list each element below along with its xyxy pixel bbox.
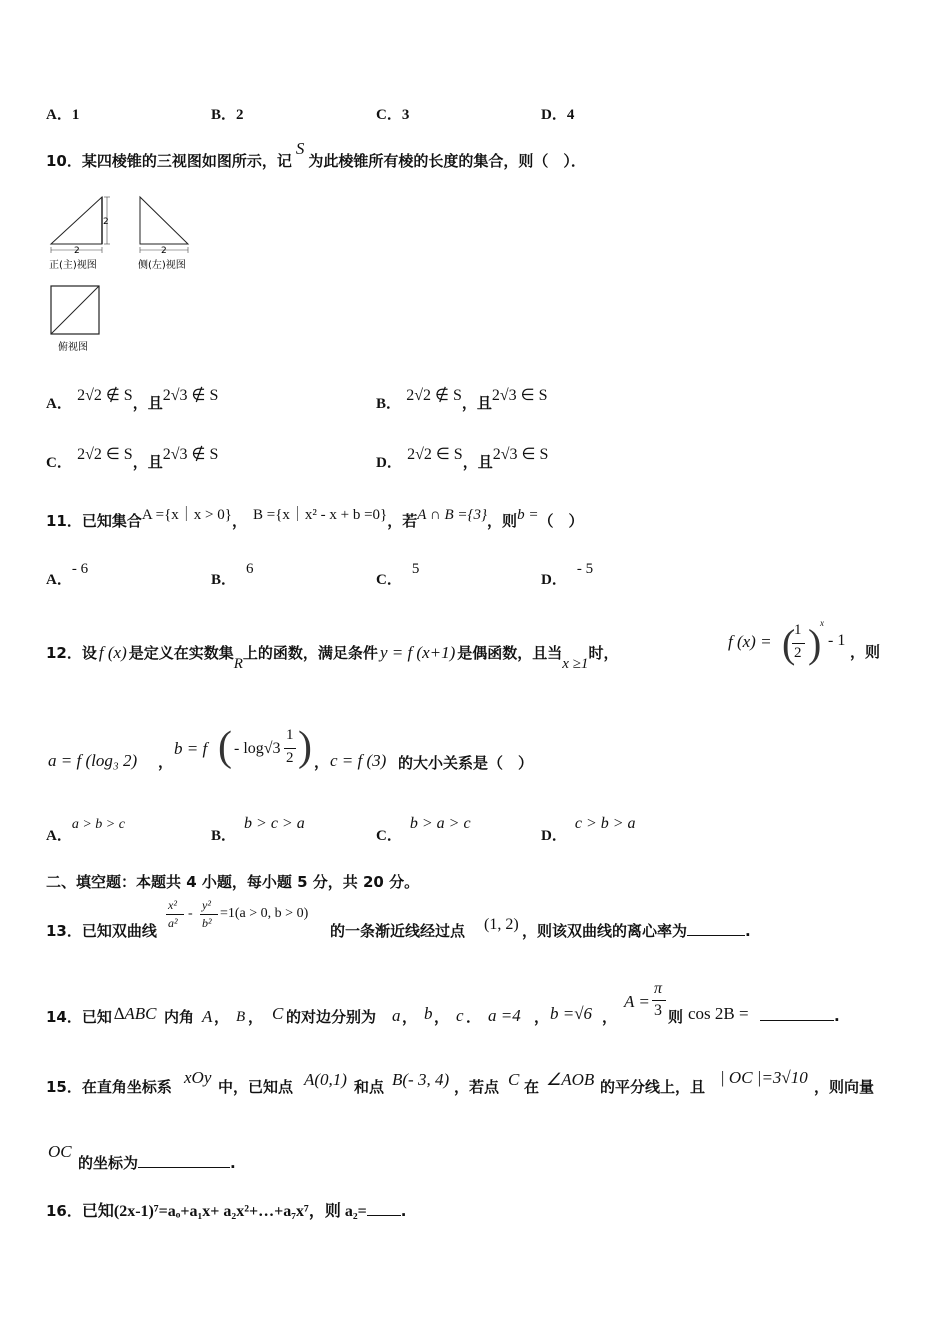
front-view-label: 正(主)视图 [49,260,97,271]
side-width-dim: 2 [161,246,167,256]
q13-answer-blank[interactable] [687,921,745,936]
q9-option-a: A．1 [46,107,80,123]
front-height-dim: 2 [103,217,109,227]
q11-option-d: D．- 5 [541,561,594,588]
side-view-label: 侧(左)视图 [138,260,186,271]
q11-option-a: A．- 6 [46,561,89,588]
q11-option-b: B．6 [211,561,254,588]
q11-stem: 11．已知集合A ={x｜x > 0}， B ={x｜x² - x + b =0}，若A ∩ B ={3}，则b =（ ） [46,507,584,530]
q14-stem: 14．已知 ∆ABC 内角 A ， B ， C 的对边分别为 a ， b ， c ． a =4 ， b =√6 ， A = π 3 则 cos 2B = . [46,980,840,1026]
front-width-dim: 2 [74,246,80,256]
q10-option-d: D． 2√2 ∈ S，且2√3 ∈ S [376,446,549,471]
section-2-title: 二、填空题：本题共 4 小题，每小题 5 分，共 20 分。 [46,873,420,891]
top-view-label: 俯视图 [58,342,88,353]
q9-option-d: D．4 [541,107,575,123]
q9-option-b: B．2 [211,107,244,123]
q10-option-b: B． 2√2 ∉ S，且2√3 ∈ S [376,387,548,412]
q12-option-c: C．b > a > c [376,815,471,844]
q12-stem-line2: a = f (log₃ 2) ， b = f ( - log√3 1 2 ) ， c = f (3) 的大小关系是（ ） [48,724,534,772]
front-view-triangle [51,197,102,244]
q16-stem: 16．已知(2x-1)⁷=aₒ+a₁x+ a₂x²+…+a₇x⁷，则 a₂= . [46,1202,407,1220]
q11-option-c: C．5 [376,561,420,588]
q9-option-c: C．3 [376,107,410,123]
q12-option-a: A．a > b > c [46,817,125,844]
q10-stem: 10．某四棱锥的三视图如图所示，记S为此棱锥所有棱的长度的集合，则（ ）． [46,139,586,170]
q15-stem-line1: 15．在直角坐标系 xOy 中，已知点 A(0,1) 和点 B(- 3, 4) ，若点 C 在 ∠AOB 的平分线上，且 | OC |=3√10 ，则向量 [46,1068,875,1096]
q14-answer-blank[interactable] [760,1006,834,1021]
side-view-triangle [140,197,188,244]
q15-stem-line2: OC 的坐标为 . [48,1142,236,1172]
q12-stem-line1: 12．设 f (x) 是定义在实数集R上的函数，满足条件 y = f (x+1) 是偶函数，且当x ≥1时， [46,643,619,672]
q15-answer-blank[interactable] [138,1153,230,1168]
q10-option-c: C． 2√2 ∈ S，且2√3 ∉ S [46,446,219,471]
q12-option-d: D．c > b > a [541,815,636,844]
q16-answer-blank[interactable] [367,1201,401,1216]
three-view-figure [46,192,206,362]
q10-option-a: A． 2√2 ∉ S，且2√3 ∉ S [46,387,219,412]
q13-stem: 13．已知双曲线 x² a² - y² b² =1(a > 0, b > 0) 的一条渐近线经过点 (1, 2) ，则该双曲线的离心率为 . [46,898,751,940]
q12-option-b: B．b > c > a [211,815,305,844]
